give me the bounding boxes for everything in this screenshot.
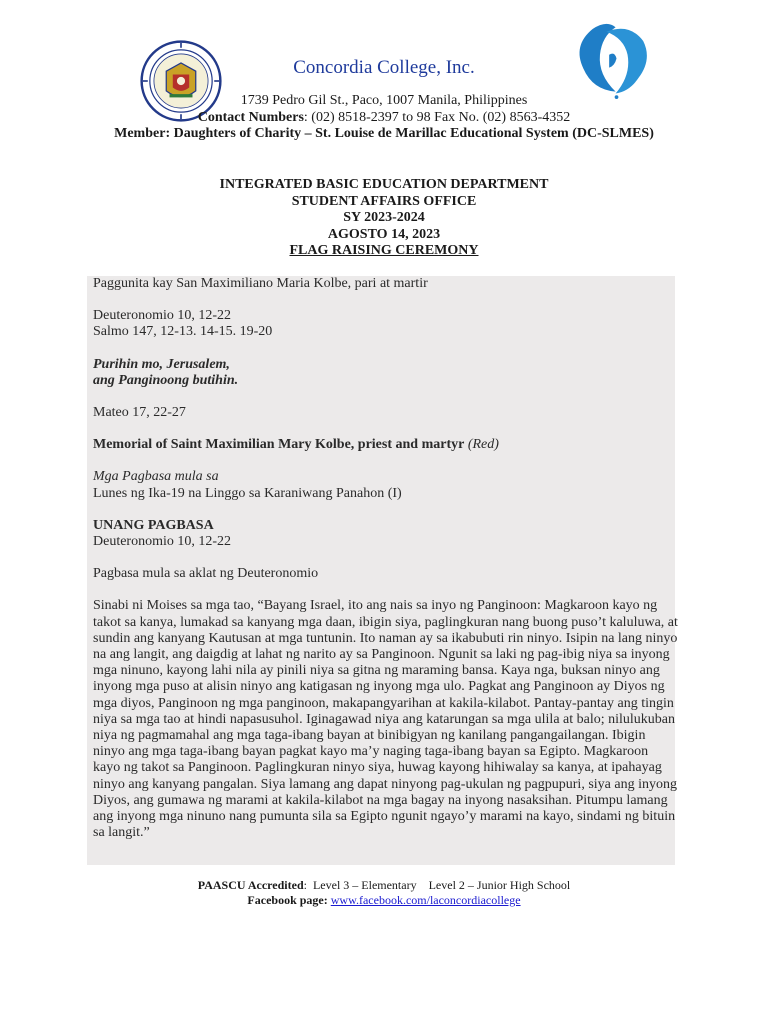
reference-psalm: Salmo 147, 12-13. 14-15. 19-20 [93,324,273,340]
readings-day: Lunes ng Ika-19 na Linggo sa Karaniwang Panahon (I) [93,485,402,501]
contact-line [108,110,660,127]
memorial-tagalog: Paggunita kay San Maximiliano Maria Kolbe, pari at martir [93,276,428,291]
reference-deuteronomy: Deuteronomio 10, 12-22 [93,308,232,324]
readings-from: Mga Pagbasa mula sa [93,469,219,485]
psalm-line-2: ang Panginoong butihin. [93,372,239,388]
first-reading-heading [93,518,678,550]
scripture-references [93,308,678,340]
psalm-response [93,357,678,389]
psalm-line-1: Purihin mo, Jerusalem, [93,356,230,372]
liturgical-color: (Red) [464,437,499,453]
footer [0,878,768,907]
facebook-link[interactable]: www.facebook.com/laconcordiacollege [330,892,521,907]
department-header [0,177,768,260]
event-title: FLAG RAISING CEREMONY [289,243,479,258]
college-name: Concordia College, Inc. [293,57,475,78]
letterhead [108,93,660,143]
first-reading-reference: Deuteronomio 10, 12-22 [93,534,232,550]
address: 1739 Pedro Gil St., Paco, 1007 Manila, Philippines [240,93,528,108]
first-reading-label: UNANG PAGBASA [93,517,214,533]
accreditation-levels: : Level 3 – Elementary Level 2 – Junior High School [303,878,571,892]
department-name: INTEGRATED BASIC EDUCATION DEPARTMENT [219,177,549,192]
member-value: : Daughters of Charity – St. Louise de Marillac Educational System (DC-SLMES) [165,126,654,141]
school-year: SY 2023-2024 [343,210,425,225]
gospel-reference: Mateo 17, 22-27 [93,405,186,421]
reading-body: Sinabi ni Moises sa mga tao, “Bayang Israel, ito ang nais sa inyo ng Panginoon: Magkaroon kayo ng takot sa kanya, lumakad sa kanyang mga daan, ibigin siya, paglingkuran nang buong puso’t kaluluwa, at sundin ang kanyang Kautusan at mga tuntunin. Ito naman ay sa ikabubuti rin ninyo. Isipin na lang ninyo na ang langit, ang daigdig at lahat ng narito ay sa Panginoon. Ngunit sa laki ng pag-ibig niya sa inyong mga ninuno, kayong lahi nila ay pinili niya sa gitna ng maraming bansa. Kaya nga, buksan ninyo ang inyong mga puso at alisin ninyo ang katigasan ng inyong mga ulo. Pagkat ang Panginoon ay Diyos ng mga diyos, Panginoon ng mga panginoon, makapangyarihan at kakila-kilabot. Pantay-pantay ang tingin niya sa mga tao at hindi napasusuhol. Iginagawad niya ang katarungan sa mga ulila at balo; nilulukuban niya ng pagmamahal ang mga taga-ibang bayan at binibigyan ng kanilang pangangailangan. Ibigin ninyo ang mga taga-ibang bayan pagkat kayo ma’y naging taga-ibang bayan sa Egipto. Magkaroon kayo ng takot sa Panginoon. Paglingkuran ninyo siya, huwag kayong hihiwalay sa kanya, at ipahayag ninyo ang kanyang pangalan. Siya lamang ang dapat ninyong pag-ukulan ng pagpupuri, siya ang inyong Diyos, ang gumawa ng marami at kakila-kilabot na mga bagay na inyong nasaksihan. Pitumpu lamang ang inyong mga ninuno nang pumunta sila sa Egipto ngunit ngayo’y marami na kayo, sindami ng bituin sa langit.” [93,598,678,841]
reading-intro: Pagbasa mula sa aklat ng Deuteronomio [93,566,319,582]
memorial-english: Memorial of Saint Maximilian Mary Kolbe, priest and martyr [93,437,465,453]
member-label: Member [114,126,166,141]
member-line [108,126,660,143]
facebook-label: Facebook page: [247,892,331,907]
accreditation-line [0,878,768,893]
accreditation-label: PAASCU Accredited [197,878,304,892]
readings-source [93,469,678,501]
contact-value: : (02) 8518-2397 to 98 Fax No. (02) 8563-4352 [303,109,571,125]
office-name: STUDENT AFFAIRS OFFICE [291,193,477,209]
event-date: AGOSTO 14, 2023 [327,226,441,242]
facebook-line [0,893,768,908]
contact-label: Contact Numbers [197,109,304,125]
readings-content [93,276,678,857]
memorial-english-line [93,437,678,453]
